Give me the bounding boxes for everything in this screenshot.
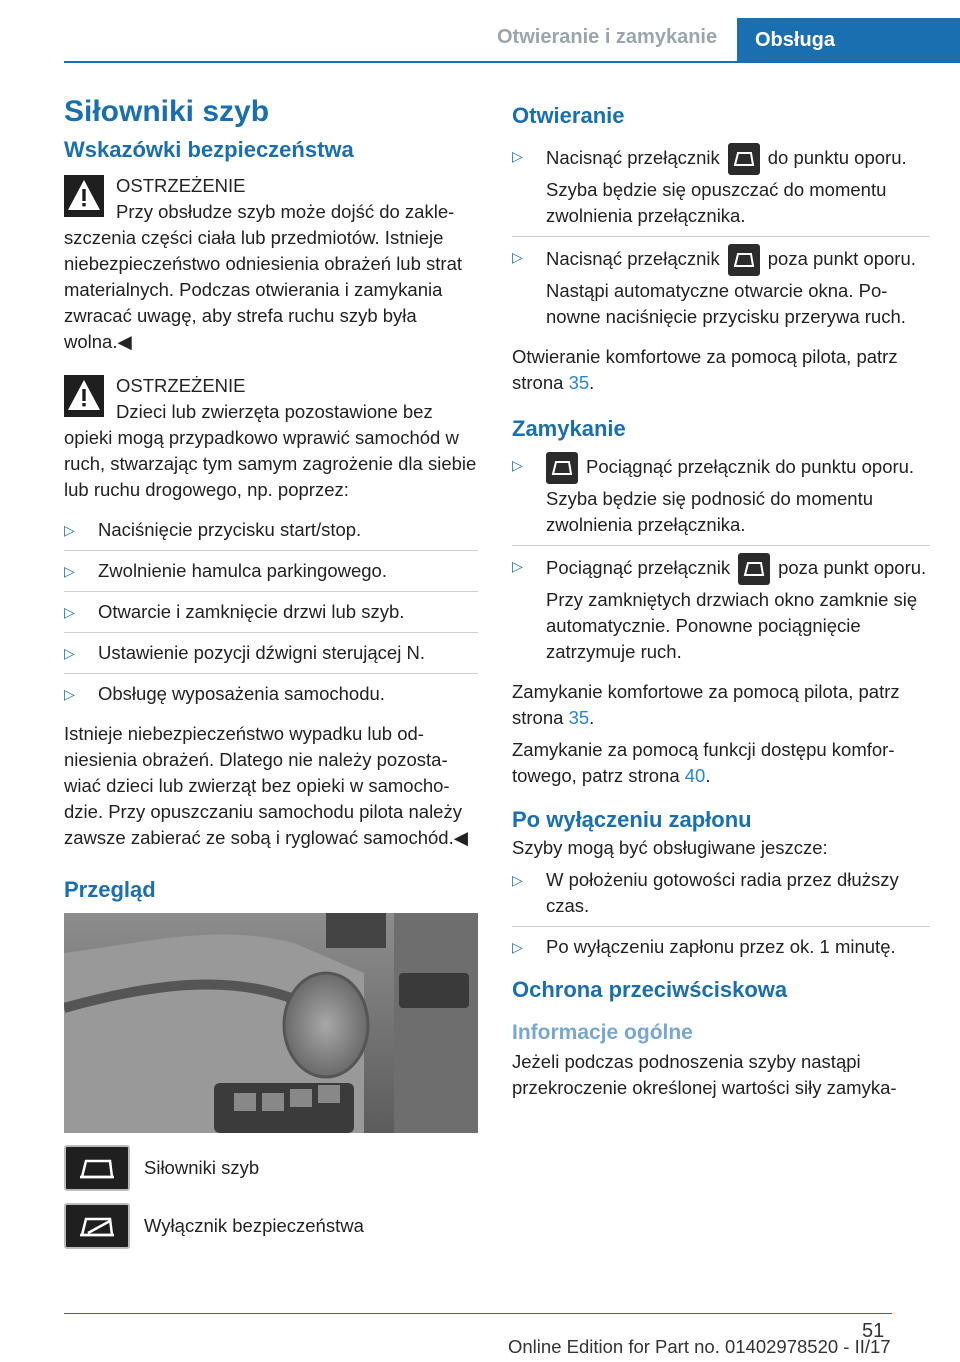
list-item: ▷ Otwarcie i zamknięcie drzwi lub szyb.	[64, 599, 478, 633]
general-text: Jeżeli podczas podnoszenia szyby nastąpi przekroczenie określonej wartości siły zamyka-	[512, 1051, 897, 1098]
legend-item-safety-switch	[64, 1203, 478, 1249]
legend-item-window-lifts	[64, 1145, 478, 1191]
warning-label: OSTRZEŻENIE	[116, 175, 246, 196]
list-item: ▷ Pociągnąć przełącznik do punktu oporu. Szyba będzie się podnosić do momentu zwolnienia przełącznika.	[512, 452, 930, 546]
list-item-sub: Nastąpi automatyczne otwarcie okna. Ponowne naciśnięcie przycisku przerywa ruch.	[546, 280, 906, 327]
ignition-list	[512, 867, 930, 967]
chapter-tab[interactable]: Obsługa	[737, 18, 960, 62]
triangle-bullet-icon: ▷	[512, 872, 523, 888]
list-item: ▷ Pociągnąć przełącznik poza punkt oporu. Przy zamkniętych drzwiach okno zamknie się automatycznie. Ponowne pociągnięcie zatrzymuje ruch.	[512, 553, 930, 672]
page-link[interactable]: 40	[684, 765, 706, 786]
legend-label: Wyłącznik bezpieczeństwa	[144, 1215, 364, 1236]
overview-heading: Przegląd	[64, 877, 156, 902]
right-column	[512, 95, 930, 1107]
safety-switch-icon	[64, 1203, 130, 1249]
header-rule	[64, 61, 960, 63]
list-item-sub: Szyba będzie się opuszczać do momentu zwolnienia przełącznika.	[546, 179, 887, 226]
triangle-bullet-icon: ▷	[512, 457, 523, 473]
list-item: ▷ Nacisnąć przełącznik do punktu oporu. Szyba będzie się opuszczać do momentu zwolnienia przełącznika.	[512, 143, 930, 237]
warning-block-2	[64, 373, 478, 503]
general-heading: Informacje ogólne	[512, 1021, 693, 1044]
triangle-bullet-icon: ▷	[512, 249, 523, 265]
warning-block-1	[64, 173, 478, 355]
triangle-bullet-icon: ▷	[512, 558, 523, 574]
section-title: Otwieranie i zamykanie	[497, 26, 718, 48]
list-item-sub: Szyba będzie się podnosić do momentu zwolnienia przełącznika.	[546, 488, 874, 535]
list-item: ▷ Nacisnąć przełącznik poza punkt oporu. Nastąpi automatyczne otwarcie okna. Ponowne naciśnięcie przycisku przerywa ruch.	[512, 244, 930, 337]
edition-footer: Online Edition for Part no. 01402978520 - II/17	[508, 1336, 891, 1357]
ignition-heading: Po wyłączeniu zapłonu	[512, 807, 752, 832]
page-title: Siłowniki szyb	[64, 95, 270, 128]
close-comfort-text: Zamykanie komfortowe za pomocą pilota, patrz strona 35.	[512, 681, 900, 728]
list-item: ▷ Ustawienie pozycji dźwigni sterującej N.	[64, 640, 478, 674]
warning-list	[64, 517, 478, 714]
list-item: ▷ Naciśnięcie przycisku start/stop.	[64, 517, 478, 551]
open-comfort-text: Otwieranie komfortowe za pomocą pilota, patrz strona 35.	[512, 346, 898, 393]
close-access-text: Zamykanie za pomocą funkcji dostępu komfortowego, patrz strona 40.	[512, 739, 895, 786]
triangle-bullet-icon: ▷	[64, 563, 75, 579]
triangle-bullet-icon: ▷	[64, 686, 75, 702]
warning-text: Przy obsłudze szyb może dojść do zakleszczenia części ciała lub przedmiotów. Istnieje niebezpieczeństwo odniesienia obrażeń lub strat materialnych. Podczas otwierania i zamykania zwracać uwagę, aby strefa ruchu szyb była wolna.◀	[64, 201, 463, 352]
open-list	[512, 143, 930, 337]
open-heading: Otwieranie	[512, 103, 625, 128]
triangle-bullet-icon: ▷	[64, 604, 75, 620]
window-switch-icon	[728, 244, 760, 276]
list-item: ▷ Zwolnienie hamulca parkingowego.	[64, 558, 478, 592]
pinch-heading: Ochrona przeciwściskowa	[512, 977, 788, 1002]
list-item: ▷ W położeniu gotowości radia przez dłuższy czas.	[512, 867, 930, 927]
window-switch-icon	[738, 553, 770, 585]
warning-footer: Istnieje niebezpieczeństwo wypadku lub odniesienia obrażeń. Dlatego nie należy pozostawiać dzieci lub zwierząt bez opieki w samochodzie. Przy opuszczaniu samochodu pilota należy zawsze zabierać ze sobą i ryglować samochód.◀	[64, 723, 468, 848]
window-switch-icon	[546, 452, 578, 484]
ignition-text: Szyby mogą być obsługiwane jeszcze:	[512, 837, 828, 858]
list-item: ▷ Obsługę wyposażenia samochodu.	[64, 681, 478, 714]
triangle-bullet-icon: ▷	[512, 939, 523, 955]
warning-label: OSTRZEŻENIE	[116, 375, 246, 396]
door-panel-photo	[64, 913, 478, 1133]
page-header	[0, 0, 960, 62]
warning-text: Dzieci lub zwierzęta pozostawione bez opieki mogą przypadkowo wprawić samochód w ruch, stwarzając tym samym zagrożenie dla siebie lub ruchu drogowego, np. poprzez:	[64, 401, 477, 500]
legend-label: Siłowniki szyb	[144, 1157, 260, 1178]
triangle-bullet-icon: ▷	[64, 522, 75, 538]
footer-rule	[64, 1313, 892, 1314]
page-link[interactable]: 35	[568, 372, 590, 393]
window-switch-icon	[728, 143, 760, 175]
list-item: ▷ Po wyłączeniu zapłonu przez ok. 1 minutę.	[512, 934, 930, 967]
triangle-bullet-icon: ▷	[512, 148, 523, 164]
warning-triangle-icon	[64, 175, 104, 217]
safety-heading: Wskazówki bezpieczeństwa	[64, 137, 354, 162]
triangle-bullet-icon: ▷	[64, 645, 75, 661]
warning-triangle-icon	[64, 375, 104, 417]
left-column	[64, 95, 478, 1249]
list-item-sub: Przy zamkniętych drzwiach okno zamknie się automatycznie. Ponowne pociągnięcie zatrzymuje ruch.	[546, 589, 918, 662]
close-heading: Zamykanie	[512, 416, 626, 441]
page-link[interactable]: 35	[568, 707, 590, 728]
window-switch-icon	[64, 1145, 130, 1191]
page-number: 51	[862, 1320, 885, 1342]
close-list	[512, 452, 930, 672]
